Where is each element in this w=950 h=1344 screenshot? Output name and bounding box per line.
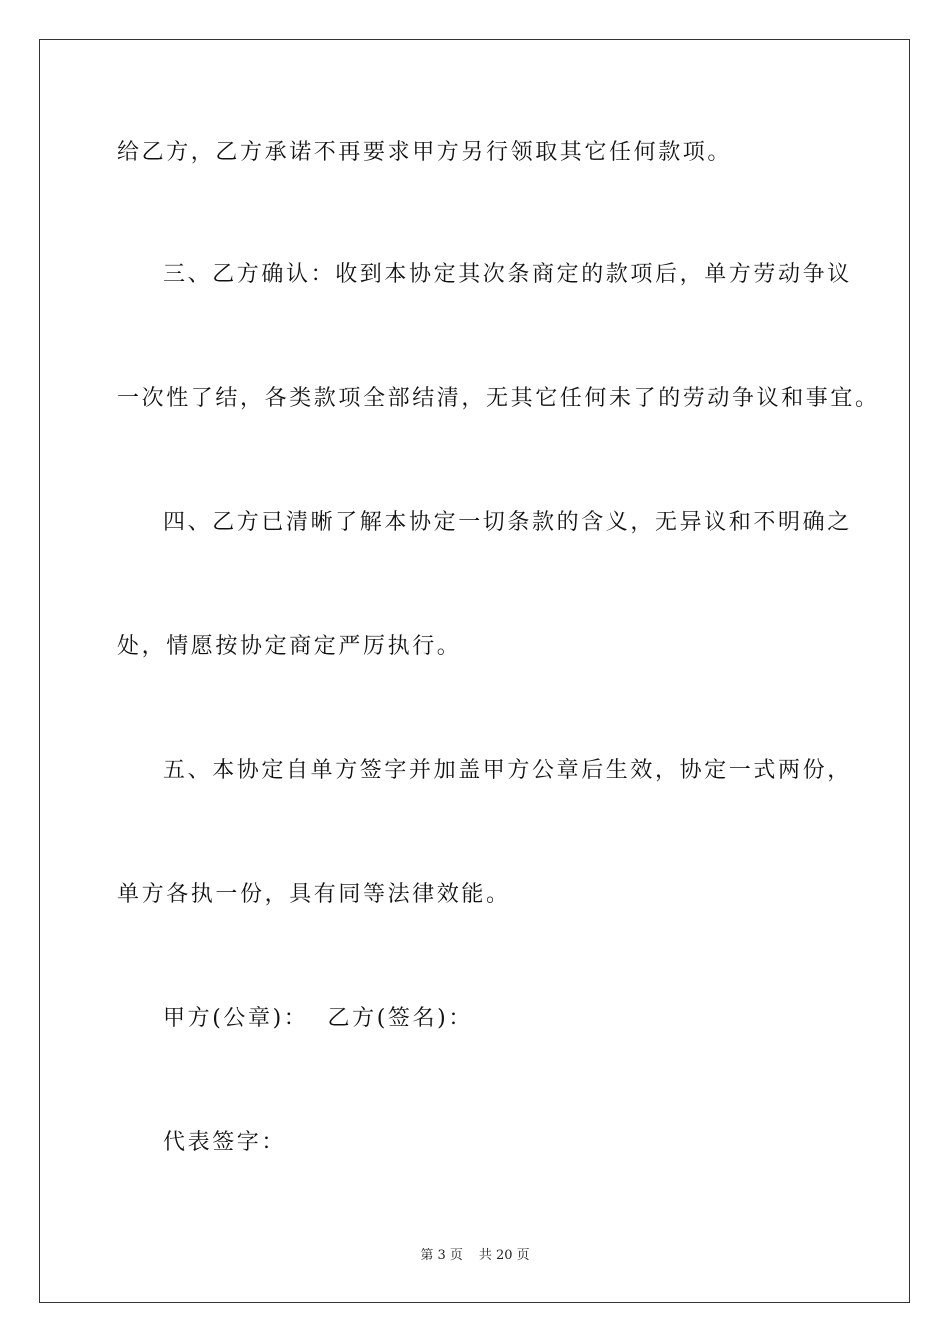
representative-signature-line: 代表签字： xyxy=(163,1130,287,1155)
paragraph-line: 给乙方，乙方承诺不再要求甲方另行领取其它任何款项。 xyxy=(117,140,733,165)
paragraph-line: 三、乙方确认：收到本协定其次条商定的款项后，单方劳动争议 xyxy=(163,262,852,287)
signature-line: 甲方(公章)： 乙方(签名)： xyxy=(163,1006,473,1031)
page-number: 第 3 页 xyxy=(420,1248,463,1263)
page-total: 共 20 页 xyxy=(478,1248,530,1263)
paragraph-line: 四、乙方已清晰了解本协定一切条款的含义，无异议和不明确之 xyxy=(163,510,852,535)
paragraph-line: 五、本协定自单方签字并加盖甲方公章后生效，协定一式两份， xyxy=(163,758,852,783)
paragraph-line: 处，情愿按协定商定严厉执行。 xyxy=(117,634,462,659)
page-border xyxy=(39,39,910,1303)
paragraph-line: 一次性了结，各类款项全部结清，无其它任何未了的劳动争议和事宜。 xyxy=(117,386,880,411)
page-footer xyxy=(0,1247,950,1265)
paragraph-line: 单方各执一份，具有同等法律效能。 xyxy=(117,882,511,907)
